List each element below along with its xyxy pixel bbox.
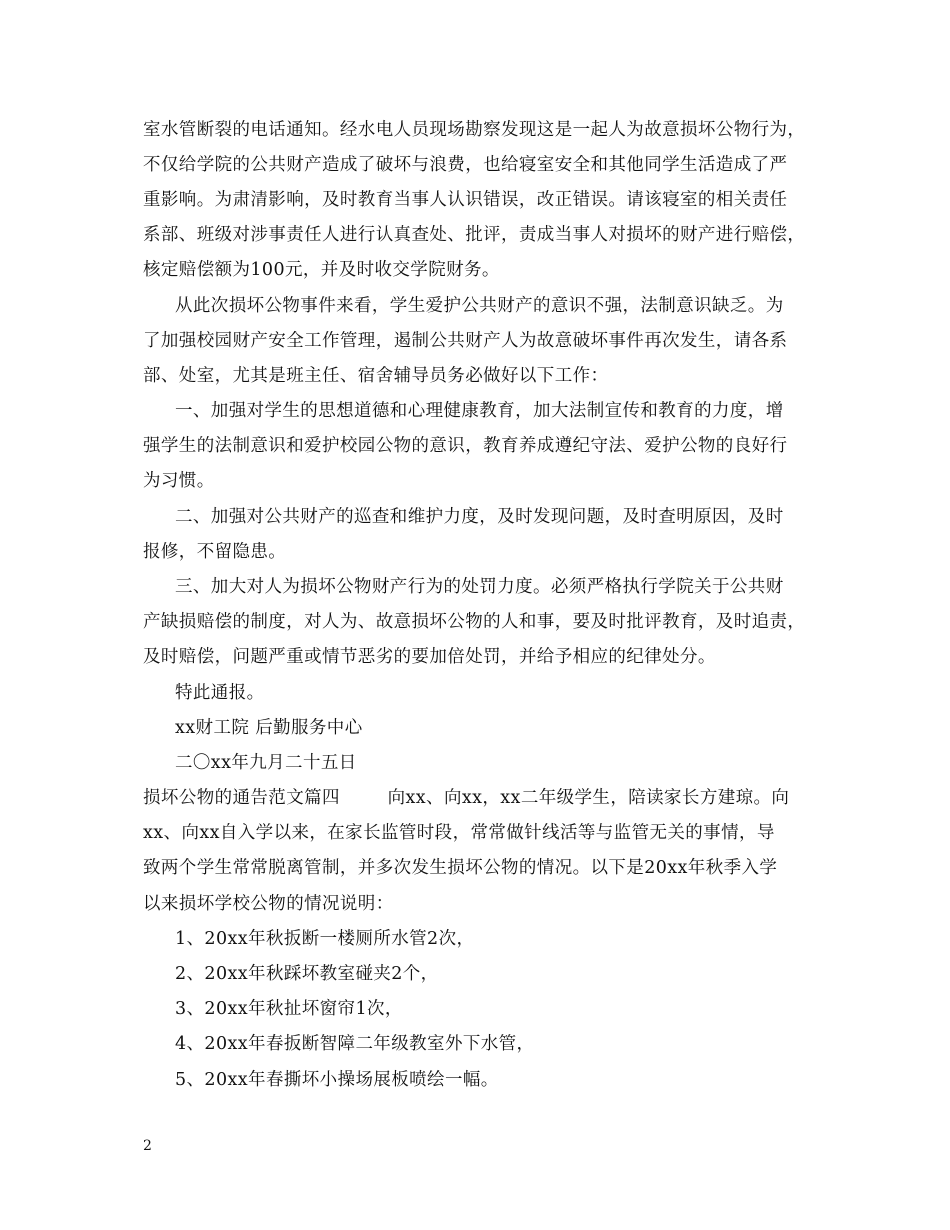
text-line: 核定赔偿额为100元，并及时收交学院财务。: [143, 260, 500, 280]
paragraph-line: 二、加强对公共财产的巡查和维护力度，及时发现问题，及时查明原因，及时: [175, 507, 784, 527]
page-number: 2: [143, 1138, 152, 1154]
list-item: 1、20xx年秋扳断一楼厕所水管2次，: [175, 929, 475, 949]
text-line: 不仅给学院的公共财产造成了破坏与浪费，也给寝室安全和其他同学生活造成了严: [143, 155, 788, 175]
text-line: 致两个学生常常脱离管制，并多次发生损坏公物的情况。以下是20xx年秋季入学: [143, 858, 778, 878]
text-line: 报修，不留隐患。: [143, 542, 287, 562]
paragraph-line: 三、加大对人为损坏公物财产行为的处罚力度。必须严格执行学院关于公共财: [175, 577, 784, 597]
paragraph-line: 从此次损坏公物事件来看，学生爱护公共财产的意识不强，法制意识缺乏。为: [175, 296, 784, 316]
signature-line: xx财工院 后勤服务中心: [175, 718, 363, 738]
date-line: 二〇xx年九月二十五日: [175, 753, 357, 773]
closing-line: 特此通报。: [175, 683, 265, 703]
text-line: 及时赔偿，问题严重或情节恶劣的要加倍处罚，并给予相应的纪律处分。: [143, 647, 716, 667]
text-line: 部、处室，尤其是班主任、宿舍辅导员务必做好以下工作：: [143, 366, 609, 386]
text-line: 强学生的法制意识和爱护校园公物的意识，教育养成遵纪守法、爱护公物的良好行: [143, 436, 788, 456]
text-line: 重影响。为肃清影响，及时教育当事人认识错误，改正错误。请该寝室的相关责任: [143, 190, 788, 210]
text-line: 系部、班级对涉事责任人进行认真查处、批评，责成当事人对损坏的财产进行赔偿，: [143, 225, 806, 245]
text-line: 为习惯。: [143, 471, 215, 491]
text-line: 室水管断裂的电话通知。经水电人员现场勘察发现这是一起人为故意损坏公物行为，: [143, 120, 806, 140]
list-item: 3、20xx年秋扯坏窗帘1次，: [175, 999, 403, 1019]
paragraph-line: 一、加强对学生的思想道德和心理健康教育，加大法制宣传和教育的力度，增: [175, 401, 784, 421]
text-line: 以来损坏学校公物的情况说明：: [143, 894, 394, 914]
section-heading-line: 损坏公物的通告范文篇四 向xx、向xx，xx二年级学生，陪读家长方建琼。向: [143, 788, 790, 808]
text-line: 了加强校园财产安全工作管理，遏制公共财产人为故意破坏事件再次发生，请各系: [143, 331, 788, 351]
text-line: 产缺损赔偿的制度，对人为、故意损坏公物的人和事，要及时批评教育，及时追责，: [143, 612, 806, 632]
list-item: 5、20xx年春撕坏小操场展板喷绘一幅。: [175, 1070, 499, 1090]
list-item: 2、20xx年秋踩坏教室碰夹2个，: [175, 964, 439, 984]
text-line: xx、向xx自入学以来，在家长监管时段，常常做针线活等与监管无关的事情，导: [143, 823, 775, 843]
list-item: 4、20xx年春扳断智障二年级教室外下水管，: [175, 1034, 535, 1054]
